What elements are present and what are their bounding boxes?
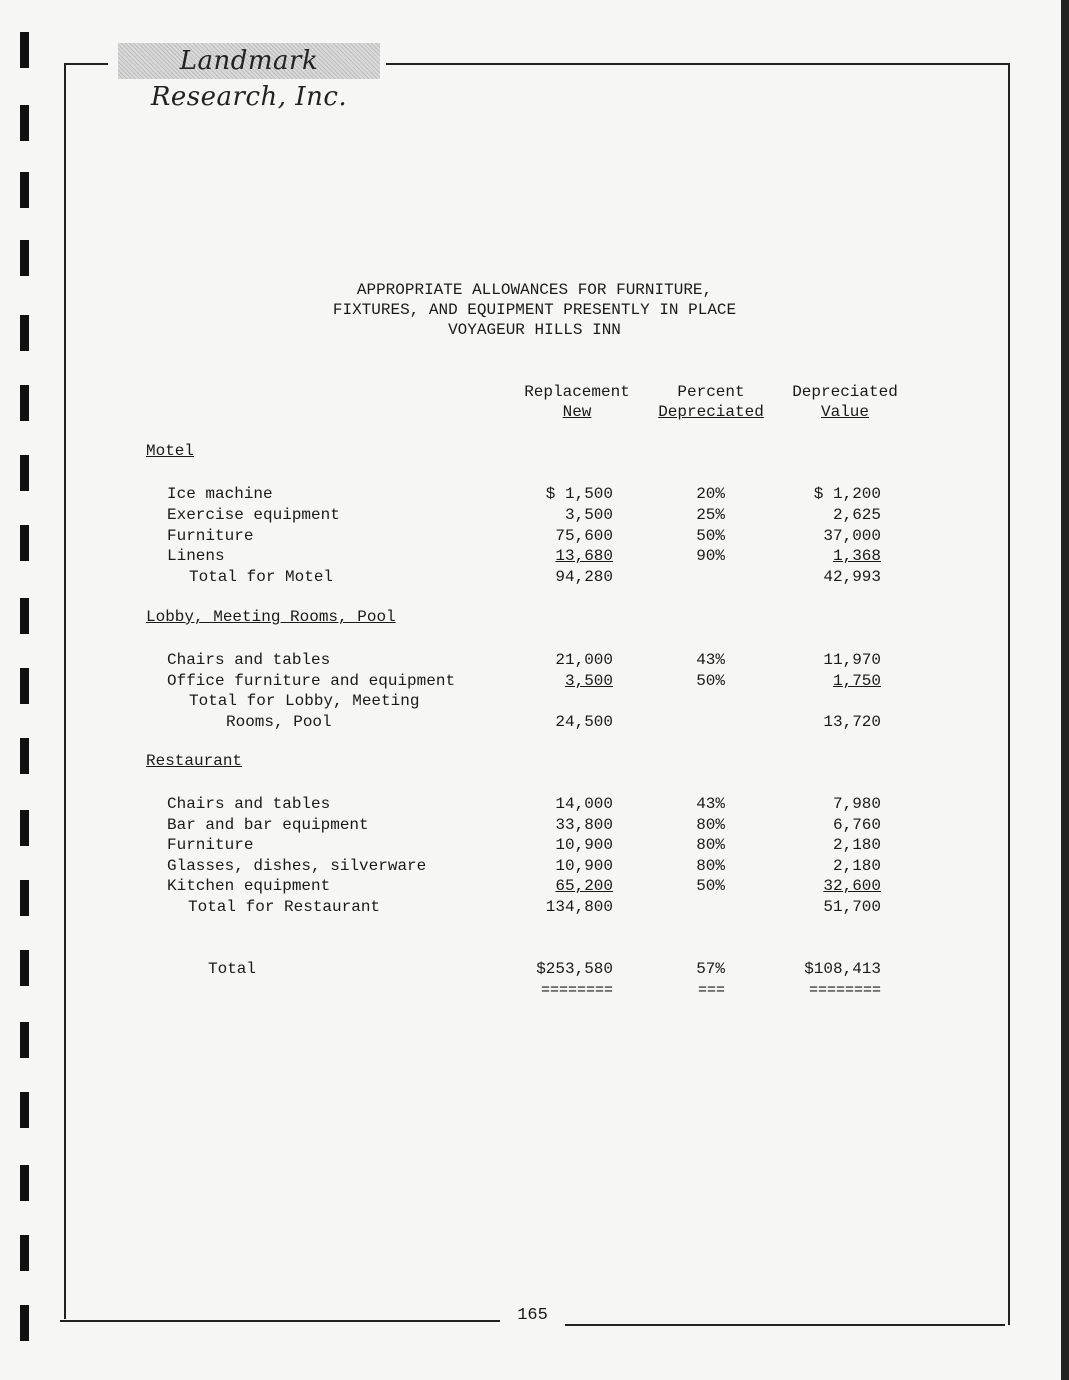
depreciated-value: 2,625 [832, 506, 881, 524]
row-label: Ice machine [167, 485, 273, 503]
binding-mark [20, 810, 29, 846]
binding-mark [20, 1092, 29, 1128]
frame-line [386, 63, 1010, 65]
frame-line [60, 1320, 500, 1322]
binding-mark [20, 880, 29, 916]
row-label: Chairs and tables [167, 795, 331, 813]
binding-mark [20, 32, 29, 68]
title-line: APPROPRIATE ALLOWANCES FOR FURNITURE, [356, 281, 713, 299]
frame-line [64, 63, 108, 65]
replacement-total: 94,280 [555, 568, 613, 586]
binding-mark [20, 1305, 29, 1341]
percent-value: 90% [696, 547, 725, 565]
replacement-value: 21,000 [555, 651, 613, 669]
total-label: Rooms, Pool [226, 713, 332, 731]
replacement-value: 14,000 [555, 795, 613, 813]
replacement-value: 10,900 [555, 836, 613, 854]
title-line: FIXTURES, AND EQUIPMENT PRESENTLY IN PLACE [332, 301, 737, 319]
section-heading-restaurant: Restaurant [146, 752, 243, 770]
row-label: Exercise equipment [167, 506, 340, 524]
binding-mark [20, 525, 29, 561]
depreciated-value: 2,180 [832, 857, 881, 875]
grand-total-percent: 57% [696, 960, 725, 978]
row-label: Office furniture and equipment [167, 672, 456, 690]
section-heading-lobby: Lobby, Meeting Rooms, Pool [146, 608, 396, 626]
frame-line [1008, 63, 1010, 1325]
depreciated-total: 42,993 [823, 568, 881, 586]
binding-mark [20, 668, 29, 704]
percent-value: 25% [696, 506, 725, 524]
double-rule: ======== [540, 982, 613, 999]
row-label: Furniture [167, 527, 254, 545]
binding-mark [20, 385, 29, 421]
percent-value: 43% [696, 651, 725, 669]
row-label: Glasses, dishes, silverware [167, 857, 427, 875]
replacement-total: 134,800 [545, 898, 613, 916]
percent-value: 80% [696, 816, 725, 834]
percent-value: 43% [696, 795, 725, 813]
binding-marks [0, 0, 40, 1380]
depreciated-total: 51,700 [823, 898, 881, 916]
binding-mark [20, 950, 29, 986]
row-label: Bar and bar equipment [167, 816, 369, 834]
depreciated-value: 2,180 [832, 836, 881, 854]
column-header-line: Depreciated [658, 403, 764, 421]
depreciated-total: 13,720 [823, 713, 881, 731]
column-header-percent [652, 382, 770, 422]
depreciated-value: $ 1,200 [813, 485, 881, 503]
column-header-depreciated [786, 382, 904, 422]
row-label: Kitchen equipment [167, 877, 331, 895]
grand-total-replacement: $253,580 [536, 960, 613, 978]
column-header-line: New [562, 403, 592, 421]
percent-value: 80% [696, 836, 725, 854]
binding-mark [20, 738, 29, 774]
double-rule: ======== [808, 982, 881, 999]
row-label: Chairs and tables [167, 651, 331, 669]
depreciated-value: 37,000 [823, 527, 881, 545]
frame-line [565, 1324, 1005, 1326]
binding-mark [20, 1235, 29, 1271]
binding-mark [20, 105, 29, 141]
total-label: Total for Lobby, Meeting [189, 692, 420, 710]
replacement-value: 3,500 [564, 672, 613, 690]
replacement-value: 65,200 [555, 877, 613, 895]
replacement-value: 3,500 [564, 506, 613, 524]
depreciated-value: 32,600 [823, 877, 881, 895]
column-header-line: Depreciated [792, 383, 898, 401]
column-header-line: Replacement [524, 383, 630, 401]
row-label: Linens [167, 547, 225, 565]
depreciated-value: 1,368 [832, 547, 881, 565]
replacement-value: 10,900 [555, 857, 613, 875]
binding-mark [20, 240, 29, 276]
percent-value: 50% [696, 672, 725, 690]
binding-mark [20, 598, 29, 634]
percent-value: 20% [696, 485, 725, 503]
percent-value: 80% [696, 857, 725, 875]
binding-mark [20, 1165, 29, 1201]
percent-value: 50% [696, 877, 725, 895]
replacement-total: 24,500 [555, 713, 613, 731]
binding-mark [20, 172, 29, 208]
binding-mark [20, 455, 29, 491]
page-edge [1061, 0, 1069, 1380]
row-label: Furniture [167, 836, 254, 854]
total-label: Total for Motel [189, 568, 334, 586]
frame-line [64, 63, 66, 1319]
replacement-value: $ 1,500 [545, 485, 613, 503]
company-logo: Landmark Research, Inc. [118, 43, 380, 79]
double-rule: === [697, 982, 725, 999]
column-header-line: Percent [677, 383, 745, 401]
title-line: VOYAGEUR HILLS INN [448, 321, 621, 339]
replacement-value: 13,680 [555, 547, 613, 565]
depreciated-value: 6,760 [832, 816, 881, 834]
document-title [0, 280, 1069, 340]
depreciated-value: 1,750 [832, 672, 881, 690]
binding-mark [20, 1022, 29, 1058]
grand-total-value: $108,413 [804, 960, 881, 978]
depreciated-value: 7,980 [832, 795, 881, 813]
replacement-value: 75,600 [555, 527, 613, 545]
column-header-replacement [518, 382, 636, 422]
section-heading-motel: Motel [146, 442, 195, 460]
total-label: Total for Restaurant [188, 898, 381, 916]
grand-total-label: Total [208, 960, 257, 978]
page-number: 165 [517, 1306, 548, 1325]
depreciated-value: 11,970 [823, 651, 881, 669]
replacement-value: 33,800 [555, 816, 613, 834]
percent-value: 50% [696, 527, 725, 545]
column-header-line: Value [820, 403, 869, 421]
